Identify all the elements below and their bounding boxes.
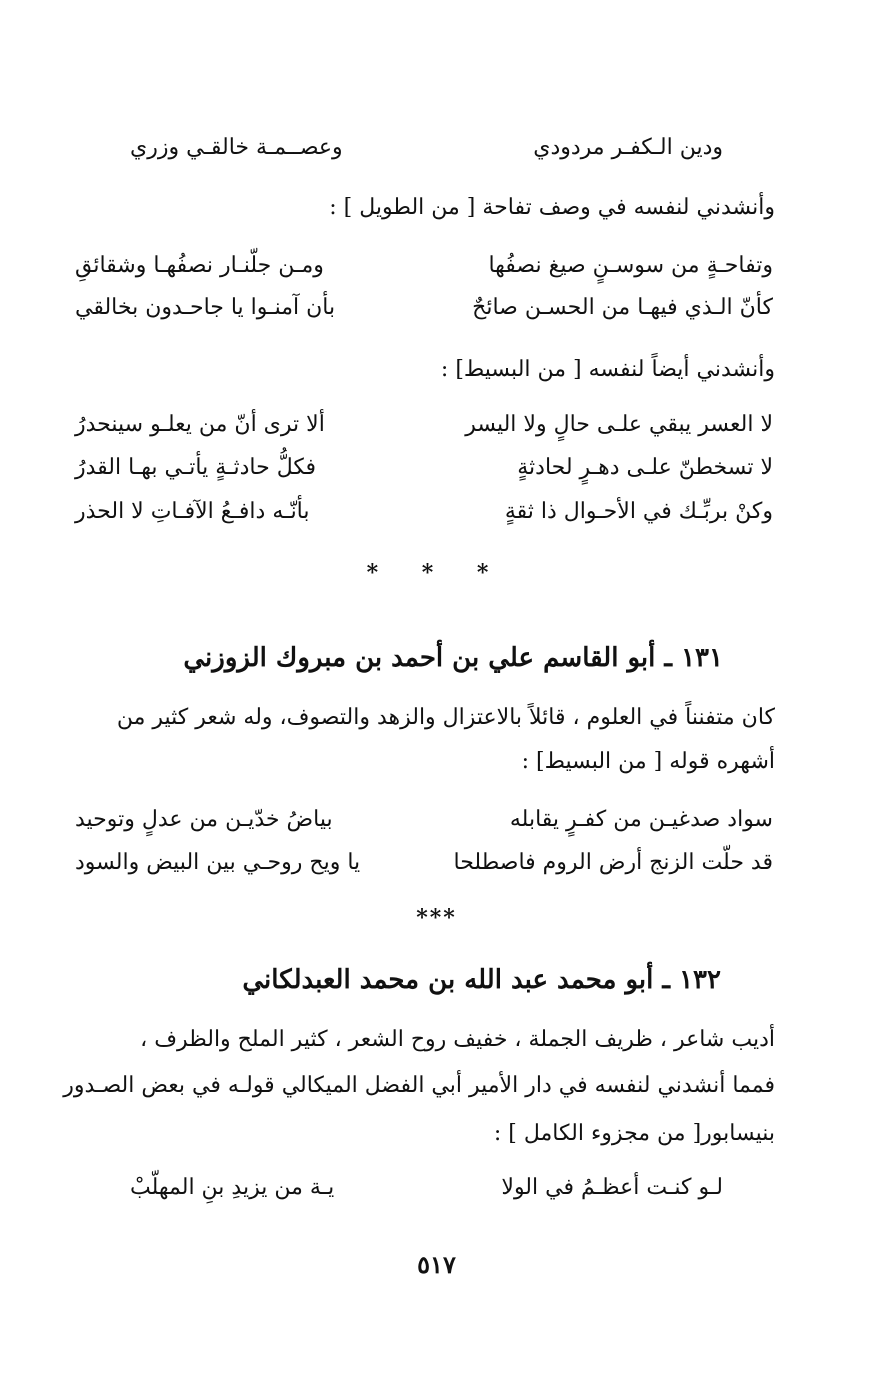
verse-hemistich-first: لا العسر يبقي علـى حالٍ ولا اليسر <box>465 412 773 437</box>
verse-hemistich-first: سواد صدغيـن من كفـرٍ يقابله <box>509 807 773 832</box>
verse-line <box>0 246 873 286</box>
biography-line: أشهره قوله [ من البسيط] : <box>521 749 775 774</box>
verse-line <box>0 448 873 488</box>
verse-line <box>0 492 873 532</box>
verse-hemistich-second: وعصــمـة خالقـي وزري <box>130 135 343 160</box>
entry-heading: ١٣١ ـ أبو القاسم علي بن أحمد بن مبروك الزوزني <box>183 643 723 673</box>
verse-line <box>0 405 873 445</box>
verse-hemistich-second: يا ويح روحـي بين البيض والسود <box>75 850 361 875</box>
biography-line: فمما أنشدني لنفسه في دار الأمير أبي الفضل الميكالي قولـه في بعض الصـدور <box>63 1073 775 1098</box>
section-separator: * * * <box>366 560 507 586</box>
verse-line <box>0 1168 873 1208</box>
intro-paragraph: وأنشدني لنفسه في وصف تفاحة [ من الطويل ] : <box>329 195 775 220</box>
verse-hemistich-second: بأن آمنـوا يا جاحـدون بخالقي <box>75 295 336 320</box>
verse-hemistich-first: وكنْ بربِّـك في الأحـوال ذا ثقةٍ <box>504 499 773 524</box>
intro-paragraph: وأنشدني أيضاً لنفسه [ من البسيط] : <box>440 357 775 382</box>
verse-line <box>0 800 873 840</box>
verse-line <box>0 288 873 328</box>
verse-line <box>0 128 873 168</box>
verse-hemistich-second: بأنّـه دافـعُ الآفـاتِ لا الحذر <box>75 499 310 524</box>
verse-line <box>0 843 873 883</box>
verse-hemistich-second: يـة من يزيدِ بنِ المهلّبْ <box>130 1175 335 1200</box>
verse-hemistich-first: لـو كنـت أعظـمُ في الولا <box>501 1175 723 1200</box>
verse-hemistich-second: ألا ترى أنّ من يعلـو سينحدرُ <box>75 412 325 437</box>
verse-hemistich-second: بياضُ خدّيـن من عدلٍ وتوحيد <box>75 807 333 832</box>
verse-hemistich-second: فكلُّ حادثـةٍ يأتـي بهـا القدرُ <box>75 455 317 480</box>
verse-hemistich-first: ودين الـكفـر مردودي <box>533 135 723 160</box>
verse-hemistich-first: لا تسخطنّ علـى دهـرٍ لحادثةٍ <box>517 455 773 480</box>
verse-hemistich-first: قد حلّت الزنج أرض الروم فاصطلحا <box>453 850 773 875</box>
verse-hemistich-second: ومـن جلّنـار نصفُهـا وشقائقِ <box>75 253 324 278</box>
verse-hemistich-first: وتفاحـةٍ من سوسـنٍ صيغ نصفُها <box>488 253 773 278</box>
section-separator: *** <box>416 905 457 931</box>
entry-heading: ١٣٢ ـ أبو محمد عبد الله بن محمد العبدلكاني <box>242 965 721 995</box>
page-number: ٥١٧ <box>417 1250 456 1279</box>
biography-line: بنيسابور[ من مجزوء الكامل ] : <box>493 1121 775 1146</box>
biography-line: كان متفنناً في العلوم ، قائلاً بالاعتزال والزهد والتصوف، وله شعر كثير من <box>116 705 775 730</box>
biography-line: أديب شاعر ، ظريف الجملة ، خفيف روح الشعر ، كثير الملح والظرف ، <box>140 1027 775 1052</box>
verse-hemistich-first: كأنّ الـذي فيهـا من الحسـن صائحٌ <box>472 295 773 320</box>
